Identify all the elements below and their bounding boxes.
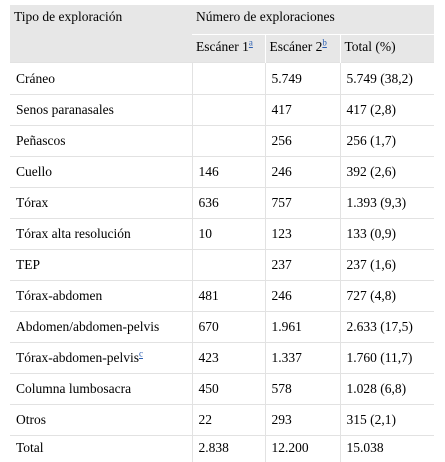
table-row [10,250,434,281]
header-total: Total (%) [340,35,434,63]
cell-exploration-type [10,219,192,250]
cell-scanner-1-value: 450 [199,381,219,396]
table-row [10,374,434,405]
cell-exploration-type [10,374,192,405]
header-exploration-count: Número de exploraciones [192,5,434,35]
cell-scanner-2 [265,374,340,405]
table-row [10,95,434,126]
cell-exploration-type [10,343,192,374]
cell-exploration-type [10,126,192,157]
table-row [10,157,434,188]
exploration-table [10,5,434,462]
cell-exploration-type [10,312,192,343]
cell-total-value: 1.760 (11,7) [347,350,413,365]
cell-scanner-1-value: 670 [199,319,219,334]
cell-total-value: 1.393 (9,3) [347,195,407,210]
cell-exploration-type [10,188,192,219]
table-row [10,63,434,95]
footnote-link-b[interactable]: b [322,38,327,48]
cell-total-value: 15.038 [347,440,384,455]
table-header [10,5,434,63]
cell-scanner-1 [192,63,265,95]
cell-scanner-1 [192,250,265,281]
cell-scanner-2-value: 246 [272,164,292,179]
cell-scanner-1-value: 481 [199,288,219,303]
table-row [10,405,434,436]
cell-scanner-2-value: 1.961 [272,319,302,334]
cell-exploration-type-value: Columna lumbosacra [16,381,131,396]
footnote-link-c[interactable]: c [139,349,143,359]
cell-exploration-type [10,436,192,462]
cell-exploration-type [10,281,192,312]
cell-scanner-2 [265,219,340,250]
cell-scanner-2 [265,250,340,281]
cell-scanner-1 [192,95,265,126]
cell-total-value: 417 (2,8) [347,102,397,117]
cell-scanner-2 [265,436,340,462]
cell-exploration-type-value: Tórax [16,195,48,210]
cell-total-value: 315 (2,1) [347,412,397,427]
table-row [10,126,434,157]
cell-exploration-type-value: Senos paranasales [16,102,114,117]
cell-total [340,157,434,188]
cell-scanner-2 [265,405,340,436]
cell-scanner-1-value: 2.838 [199,440,229,455]
header-scanner-2-label: Escáner 2 [270,39,323,54]
table-row [10,436,434,462]
cell-total [340,312,434,343]
cell-total [340,281,434,312]
cell-exploration-type [10,250,192,281]
cell-exploration-type-value: Abdomen/abdomen-pelvis [16,319,159,334]
cell-exploration-type [10,157,192,188]
cell-total [340,95,434,126]
cell-scanner-2 [265,312,340,343]
cell-exploration-type-value: Cráneo [16,71,55,86]
cell-scanner-1-value: 146 [199,164,219,179]
cell-total [340,219,434,250]
cell-scanner-1-value: 423 [199,350,219,365]
cell-total-value: 1.028 (6,8) [347,381,407,396]
cell-total [340,250,434,281]
cell-scanner-2 [265,126,340,157]
cell-scanner-1-value: 10 [199,226,213,241]
cell-total-value: 237 (1,6) [347,257,397,272]
cell-total-value: 5.749 (38,2) [347,71,413,86]
header-scanner-1 [192,35,265,63]
cell-total-value: 727 (4,8) [347,288,397,303]
cell-scanner-2-value: 5.749 [272,71,302,86]
header-scanner-1-label: Escáner 1 [196,39,249,54]
cell-scanner-2-value: 246 [272,288,292,303]
cell-exploration-type-value: Total [16,440,44,455]
cell-exploration-type-value: Tórax-abdomen-pelvis [16,350,139,365]
cell-scanner-2 [265,95,340,126]
table-body [10,63,434,462]
cell-exploration-type-value: Tórax alta resolución [16,226,131,241]
cell-scanner-2-value: 757 [272,195,292,210]
cell-scanner-1 [192,436,265,462]
cell-scanner-2-value: 256 [272,133,292,148]
cell-total-value: 2.633 (17,5) [347,319,413,334]
cell-total-value: 133 (0,9) [347,226,397,241]
cell-exploration-type [10,405,192,436]
cell-total [340,343,434,374]
cell-scanner-1 [192,157,265,188]
header-exploration-type: Tipo de exploración [10,5,192,63]
header-scanner-2 [265,35,340,63]
cell-scanner-2-value: 12.200 [272,440,309,455]
cell-scanner-2 [265,281,340,312]
cell-scanner-1 [192,374,265,405]
cell-scanner-2 [265,63,340,95]
cell-total-value: 256 (1,7) [347,133,397,148]
cell-exploration-type-value: Tórax-abdomen [16,288,102,303]
cell-exploration-type-value: Peñascos [16,133,66,148]
cell-exploration-type-value: Cuello [16,164,52,179]
cell-scanner-1 [192,219,265,250]
cell-exploration-type-value: Otros [16,412,46,427]
cell-scanner-2-value: 123 [272,226,292,241]
cell-scanner-2 [265,343,340,374]
cell-scanner-1 [192,312,265,343]
cell-total-value: 392 (2,6) [347,164,397,179]
cell-scanner-2-value: 237 [272,257,292,272]
cell-scanner-1-value: 636 [199,195,219,210]
footnote-link-a[interactable]: a [249,38,253,48]
cell-scanner-1 [192,126,265,157]
table-row [10,312,434,343]
cell-scanner-2-value: 293 [272,412,292,427]
cell-total [340,188,434,219]
cell-total [340,405,434,436]
cell-scanner-2 [265,157,340,188]
cell-scanner-2-value: 1.337 [272,350,302,365]
cell-exploration-type [10,95,192,126]
cell-scanner-2-value: 417 [272,102,292,117]
table-row [10,188,434,219]
cell-scanner-2 [265,188,340,219]
cell-scanner-1 [192,188,265,219]
cell-total [340,436,434,462]
cell-scanner-1-value: 22 [199,412,213,427]
cell-total [340,63,434,95]
cell-scanner-1 [192,343,265,374]
cell-scanner-2-value: 578 [272,381,292,396]
table-row [10,343,434,374]
table-row [10,219,434,250]
cell-total [340,374,434,405]
cell-scanner-1 [192,281,265,312]
cell-scanner-1 [192,405,265,436]
cell-exploration-type [10,63,192,95]
table-row [10,281,434,312]
cell-exploration-type-value: TEP [16,257,40,272]
cell-total [340,126,434,157]
